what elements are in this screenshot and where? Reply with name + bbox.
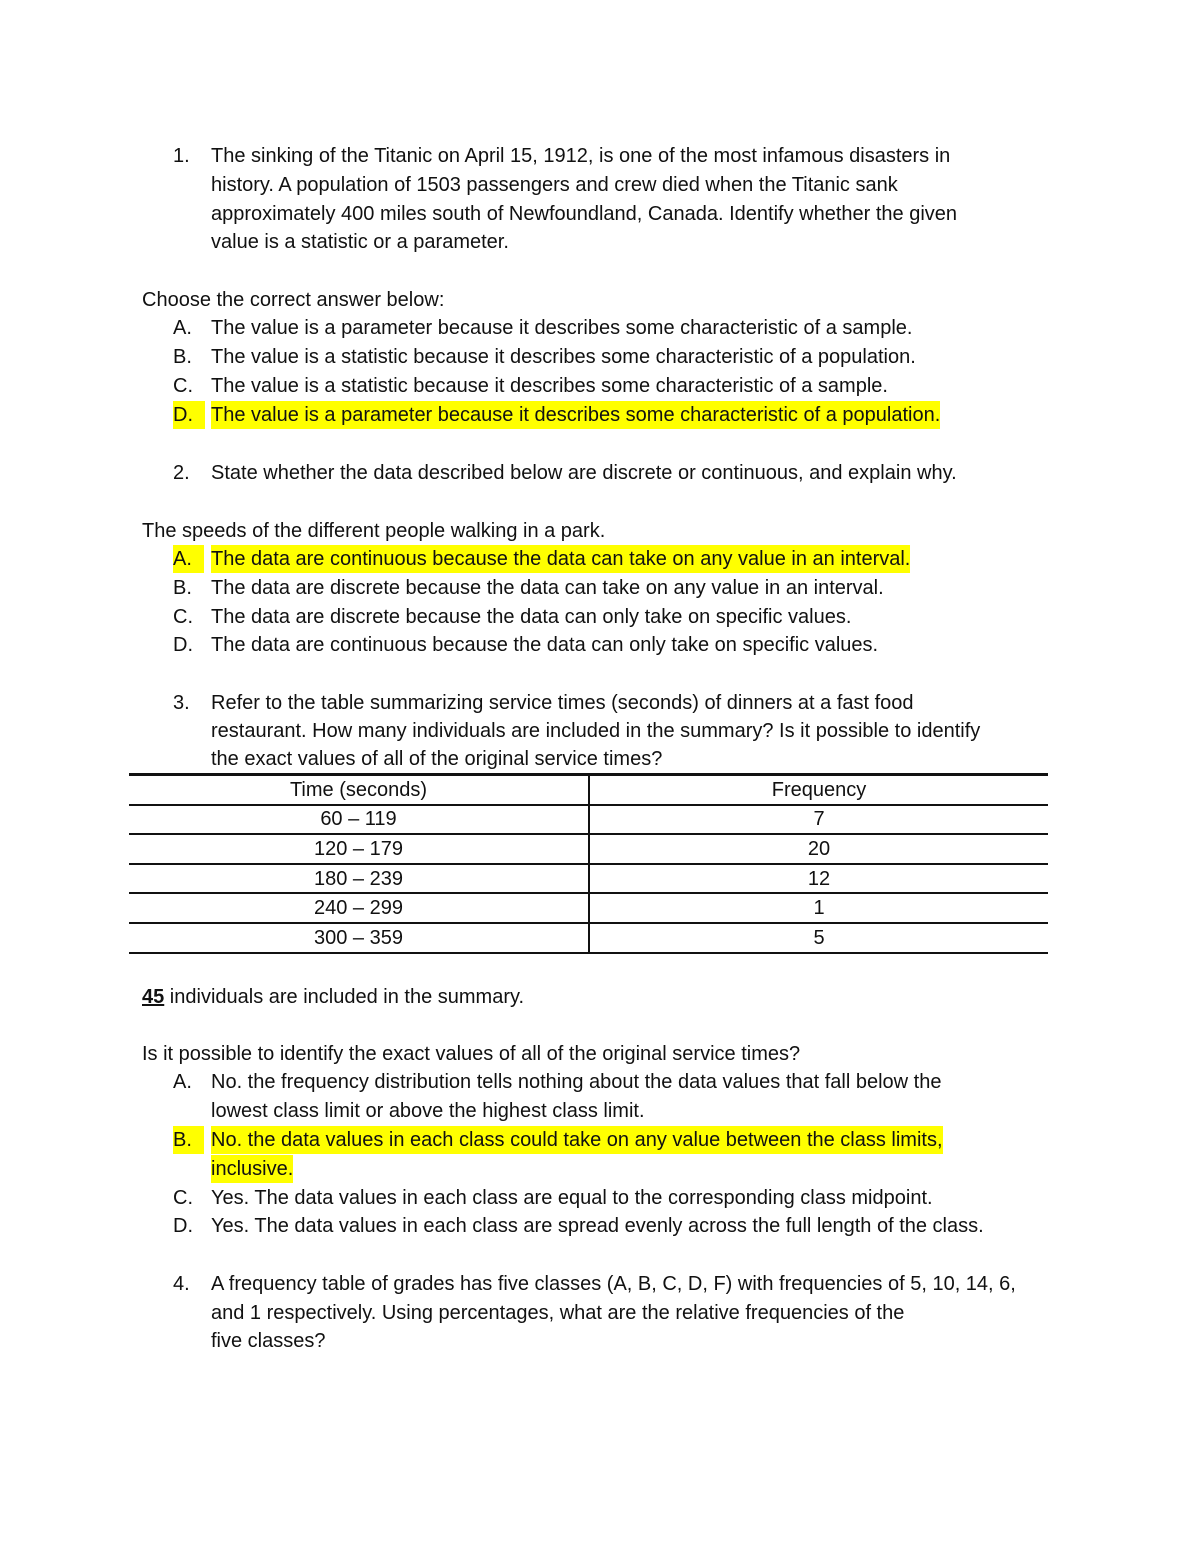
- option-letter: A.: [173, 545, 204, 573]
- question-text-line: The sinking of the Titanic on April 15, 1912, is one of the most infamous disasters in: [211, 145, 951, 167]
- option-text: The value is a statistic because it describes some characteristic of a population.: [211, 346, 916, 368]
- answer-option: [0, 343, 1200, 371]
- column-header-time: Time (seconds): [129, 775, 589, 805]
- option-letter: B.: [173, 346, 192, 368]
- table-row: [129, 923, 1048, 953]
- option-text: The data are discrete because the data can take on any value in an interval.: [211, 577, 884, 599]
- option-text: Yes. The data values in each class are equal to the corresponding class midpoint.: [211, 1187, 933, 1209]
- table-cell-frequency: 5: [589, 923, 1048, 953]
- question-text-line: history. A population of 1503 passengers and crew died when the Titanic sank: [211, 174, 898, 196]
- answer-option: [0, 314, 1200, 342]
- answer-prompt: The speeds of the different people walking in a park.: [142, 520, 606, 542]
- option-text: The data are discrete because the data can only take on specific values.: [211, 606, 852, 628]
- table-row: [129, 864, 1048, 894]
- option-letter: B.: [173, 577, 192, 599]
- answer-option: [0, 372, 1200, 400]
- option-letter: A.: [173, 1071, 192, 1093]
- table-cell-frequency: 20: [589, 834, 1048, 864]
- answer-option: [0, 574, 1200, 602]
- option-text-highlighted: The data are continuous because the data can take on any value in an interval.: [211, 545, 910, 573]
- question-text-line: the exact values of all of the original service times?: [211, 748, 663, 770]
- answer-option-selected: [0, 1126, 1200, 1154]
- answer-statement: [142, 983, 524, 1011]
- answer-prompt: Is it possible to identify the exact values of all of the original service times?: [142, 1043, 801, 1065]
- answer-prompt: Choose the correct answer below:: [142, 289, 445, 311]
- table-cell-frequency: 12: [589, 864, 1048, 894]
- question-text-line: State whether the data described below are discrete or continuous, and explain why.: [211, 462, 957, 484]
- table-cell-frequency: 7: [589, 805, 1048, 835]
- option-letter: C.: [173, 375, 193, 397]
- table-row: [129, 893, 1048, 923]
- answer-option: [0, 603, 1200, 631]
- table-cell-time: 300 – 359: [129, 923, 589, 953]
- question-text-line: approximately 400 miles south of Newfoundland, Canada. Identify whether the given: [211, 203, 958, 225]
- question-number: 3.: [173, 692, 190, 714]
- answer-option: [0, 1184, 1200, 1212]
- answer-value: 45: [142, 986, 165, 1008]
- question-text-line: five classes?: [211, 1330, 326, 1352]
- option-letter: A.: [173, 317, 192, 339]
- table-cell-time: 180 – 239: [129, 864, 589, 894]
- option-text: The value is a statistic because it describes some characteristic of a sample.: [211, 375, 888, 397]
- answer-option-selected: [0, 545, 1200, 573]
- question-text-line: value is a statistic or a parameter.: [211, 231, 509, 253]
- table-cell-time: 240 – 299: [129, 893, 589, 923]
- option-text: The value is a parameter because it describes some characteristic of a sample.: [211, 317, 913, 339]
- table-row: [129, 805, 1048, 835]
- answer-option: [0, 1068, 1200, 1096]
- option-letter: D.: [173, 1215, 193, 1237]
- option-text-highlighted: No. the data values in each class could take on any value between the class limits,: [211, 1126, 943, 1154]
- option-letter: C.: [173, 606, 193, 628]
- question-text-line: restaurant. How many individuals are included in the summary? Is it possible to identify: [211, 720, 981, 742]
- question-number: 2.: [173, 462, 190, 484]
- answer-option-selected: [0, 401, 1200, 429]
- option-text: Yes. The data values in each class are spread evenly across the full length of the class.: [211, 1215, 984, 1237]
- answer-option: [0, 631, 1200, 659]
- option-letter: D.: [173, 634, 193, 656]
- answer-text: individuals are included in the summary.: [164, 986, 525, 1008]
- question-number: 4.: [173, 1273, 190, 1295]
- option-letter: B.: [173, 1126, 204, 1154]
- column-header-frequency: Frequency: [589, 775, 1048, 805]
- question-text-line: and 1 respectively. Using percentages, what are the relative frequencies of the: [211, 1302, 905, 1324]
- table-cell-time: 120 – 179: [129, 834, 589, 864]
- question-number: 1.: [173, 145, 190, 167]
- answer-option-selected-continued: [0, 1155, 1200, 1183]
- option-letter: C.: [173, 1187, 193, 1209]
- answer-option-continued: [0, 1097, 1200, 1125]
- option-letter: D.: [173, 401, 205, 429]
- option-text: No. the frequency distribution tells nothing about the data values that fall below the: [211, 1071, 942, 1093]
- frequency-table: [129, 773, 1048, 954]
- table-cell-frequency: 1: [589, 893, 1048, 923]
- option-text: lowest class limit or above the highest class limit.: [211, 1100, 645, 1122]
- option-text: The data are continuous because the data can only take on specific values.: [211, 634, 879, 656]
- table-cell-time: 60 – 119: [129, 805, 589, 835]
- option-text-highlighted: inclusive.: [211, 1155, 293, 1183]
- table-row: [129, 834, 1048, 864]
- question-text-line: Refer to the table summarizing service times (seconds) of dinners at a fast food: [211, 692, 914, 714]
- table-header-row: [129, 775, 1048, 805]
- option-text-highlighted: The value is a parameter because it describes some characteristic of a population.: [211, 401, 940, 429]
- answer-option: [0, 1212, 1200, 1240]
- question-text-line: A frequency table of grades has five classes (A, B, C, D, F) with frequencies of 5, 10, 14, 6,: [211, 1273, 1016, 1295]
